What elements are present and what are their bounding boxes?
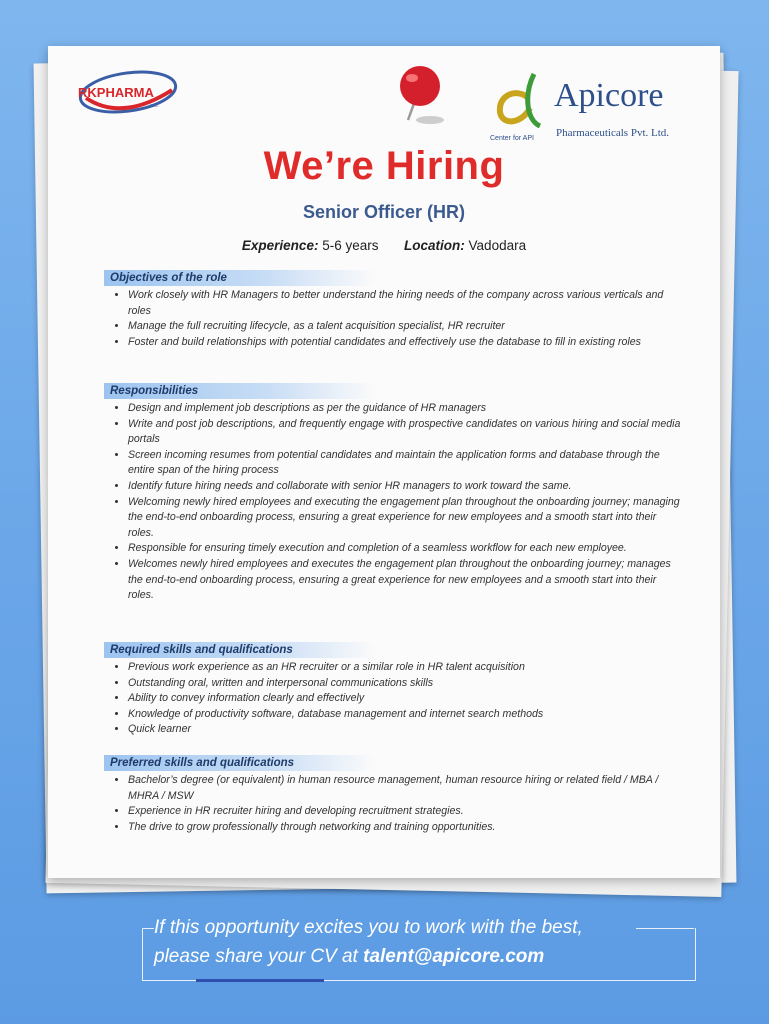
section-objectives	[104, 270, 684, 350]
list-item: • Previous work experience as an HR recruiter or a similar role in HR talent acquisition	[128, 660, 684, 676]
section-preferred-skills	[104, 755, 684, 835]
page-title: We’re Hiring	[263, 144, 505, 188]
apicore-logo	[484, 64, 704, 144]
cta-line-1: If this opportunity excites you to work with the best,	[154, 917, 583, 938]
job-role-title: Senior Officer (HR)	[302, 202, 466, 222]
preferred-skills-list	[104, 773, 684, 835]
list-item: • Welcomes newly hired employees and executes the engagement plan throughout the onboarding journey; manages the end-to-end onboarding process, ensuring a great experience for new employees and a smooth start into their roles.	[128, 557, 684, 604]
list-item: • Screen incoming resumes from potential candidates and maintain the application forms and database through the entire span of the hiring process	[128, 448, 684, 479]
experience-label: Experience:	[241, 238, 319, 253]
list-item: • Knowledge of productivity software, database management and internet search methods	[128, 707, 684, 723]
section-required-skills	[104, 642, 684, 738]
section-title: Required skills and qualifications	[104, 642, 376, 658]
apicore-name-text: Apicore	[554, 77, 664, 114]
cta-email-link[interactable]: talent@apicore.com	[363, 946, 545, 967]
section-title: Preferred skills and qualifications	[104, 755, 376, 771]
list-item: • Quick learner	[128, 722, 684, 738]
location-value: Vadodara	[468, 238, 527, 253]
rkpharma-logo	[72, 64, 182, 120]
list-item: • Ability to convey information clearly and effectively	[128, 691, 684, 707]
experience-value: 5-6 years	[322, 238, 379, 253]
list-item: • The drive to grow professionally through networking and training opportunities.	[128, 820, 684, 836]
cta-line-2	[154, 946, 544, 968]
list-item: • Foster and build relationships with potential candidates and effectively use the database to fill in existing roles	[128, 335, 684, 351]
list-item: • Experience in HR recruiter hiring and developing recruitment strategies.	[128, 804, 684, 820]
list-item: • Identify future hiring needs and collaborate with senior HR managers to work toward the same.	[128, 479, 684, 495]
location-label: Location:	[404, 238, 465, 253]
job-meta	[48, 238, 720, 253]
job-flyer-sheet	[48, 46, 720, 878]
section-title: Objectives of the role	[104, 270, 376, 286]
cta-underline-accent	[196, 979, 324, 982]
cta-frame-top-left	[142, 928, 154, 929]
apicore-tag-text: Center for API	[490, 135, 534, 142]
list-item: • Responsible for ensuring timely execution and completion of a seamless workflow for each new employee.	[128, 541, 684, 557]
list-item: • Design and implement job descriptions as per the guidance of HR managers	[128, 401, 684, 417]
section-title: Responsibilities	[104, 383, 376, 399]
section-responsibilities	[104, 383, 684, 604]
list-item: • Outstanding oral, written and interpersonal communications skills	[128, 676, 684, 692]
list-item: • Manage the full recruiting lifecycle, as a talent acquisition specialist, HR recruiter	[128, 319, 684, 335]
rk-tag-text: INC.	[150, 103, 159, 108]
objectives-list	[104, 288, 684, 350]
cta-prefix: please share your CV at	[154, 946, 364, 967]
list-item: • Welcoming newly hired employees and executing the engagement plan throughout the onboarding journey; managing the end-to-end onboarding process, ensuring a great experience for new employees and a smooth start into their roles.	[128, 495, 684, 542]
cta-frame-top-right	[636, 928, 694, 929]
push-pin-icon	[390, 60, 460, 130]
list-item: • Bachelor’s degree (or equivalent) in human resource management, human resource hiring or related field / MBA / MHRA / MSW	[128, 773, 684, 804]
required-skills-list	[104, 660, 684, 738]
responsibilities-list	[104, 401, 684, 604]
apicore-sub-text: Pharmaceuticals Pvt. Ltd.	[556, 127, 670, 139]
list-item: • Write and post job descriptions, and frequently engage with prospective candidates on various hiring and social media portals	[128, 417, 684, 448]
rk-brand-text: RKPHARMA	[78, 85, 154, 100]
list-item: • Work closely with HR Managers to better understand the hiring needs of the company across various verticals and roles	[128, 288, 684, 319]
